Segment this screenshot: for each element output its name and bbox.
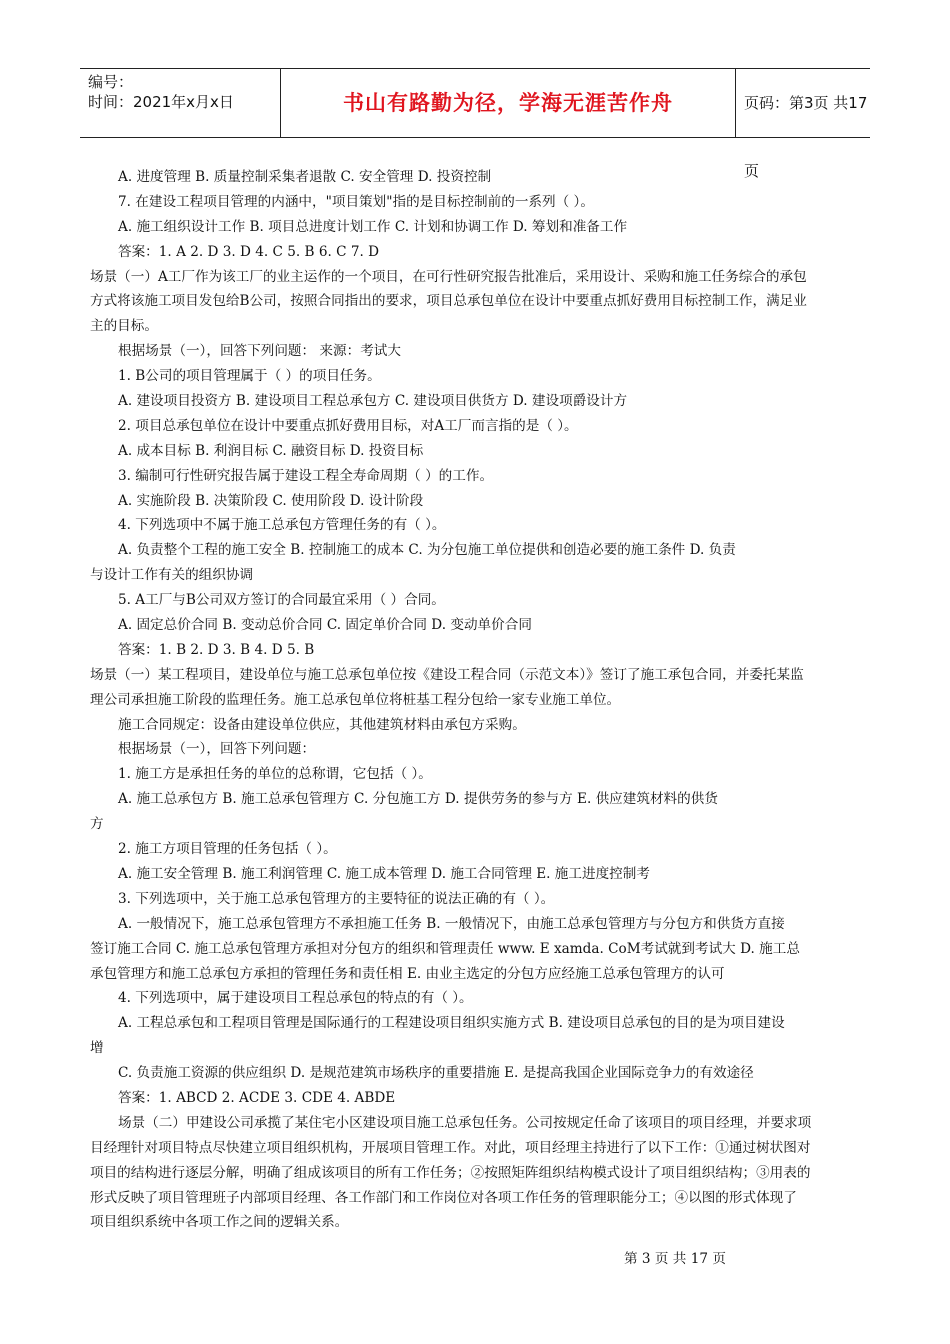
- text-line: 2. 项目总承包单位在设计中要重点抓好费用目标，对A工厂而言指的是（ ）。: [118, 417, 578, 434]
- header-page-cell: [736, 69, 878, 180]
- text-line: A. 施工总承包方 B. 施工总承包管理方 C. 分包施工方 D. 提供劳务的参与方 E. 供应建筑材料的供货: [118, 791, 718, 808]
- text-line: 根据场景（一），回答下列问题：: [118, 741, 316, 758]
- text-line: A. 一般情况下，施工总承包管理方不承担施工任务 B. 一般情况下，由施工总承包管理方与分包方和供货方直接: [118, 915, 785, 932]
- text-line: A. 固定总价合同 B. 变动总价合同 C. 固定单价合同 D. 变动单价合同: [118, 617, 532, 634]
- text-line: 4. 下列选项中，属于建设项目工程总承包的特点的有（ ）。: [118, 990, 473, 1007]
- text-line: 5. A工厂与B公司双方签订的合同最宜采用（ ）合同。: [118, 592, 445, 609]
- text-line: 场景（二）甲建设公司承揽了某住宅小区建设项目施工总承包任务。公司按规定任命了该项目的项目经理，并要求项: [118, 1114, 812, 1131]
- motto-text: 书山有路勤为径，学海无涯苦作舟: [343, 91, 673, 115]
- text-line: A. 工程总承包和工程项目管理是国际通行的工程建设项目组织实施方式 B. 建设项目总承包的目的是为项目建设: [118, 1015, 785, 1032]
- text-line: 理公司承担施工阶段的监理任务。施工总承包单位将桩基工程分包给一家专业施工单位。: [90, 691, 621, 708]
- text-line: 答案：1. ABCD 2. ACDE 3. CDE 4. ABDE: [118, 1089, 396, 1106]
- text-line: 与设计工作有关的组织协调: [90, 567, 254, 584]
- text-line: A. 成本目标 B. 利润目标 C. 融资目标 D. 投资目标: [118, 442, 424, 459]
- text-line: 场景（一）A工厂作为该工厂的业主运作的一个项目，在可行性研究报告批准后，采用设计、采购和施工任务综合的承包: [90, 268, 807, 285]
- text-line: 2. 施工方项目管理的任务包括（ ）。: [118, 841, 337, 858]
- text-line: C. 负责施工资源的供应组织 D. 是规范建筑市场秩序的重要措施 E. 是提高我国企业国际竞争力的有效途径: [118, 1065, 754, 1082]
- text-line: 1. B公司的项目管理属于（ ）的项目任务。: [118, 368, 381, 385]
- text-line: A. 施工安全管理 B. 施工利润管理 C. 施工成本管理 D. 施工合同管理 E. 施工进度控制考: [118, 865, 650, 882]
- text-line: 4. 下列选项中不属于施工总承包方管理任务的有（ ）。: [118, 517, 446, 534]
- text-line: 承包管理方和施工总承包方承担的管理任务和责任相 E. 由业主选定的分包方应经施工总承包管理方的认可: [90, 965, 725, 982]
- page-footer: 第 3 页 共 17 页: [624, 1251, 726, 1267]
- date-label: 时间：2021年x月x日: [88, 93, 234, 111]
- text-line: 7. 在建设工程项目管理的内涵中，"项目策划"指的是目标控制前的一系列（ ）。: [118, 193, 594, 210]
- text-line: 主的目标。: [90, 318, 158, 335]
- text-line: A. 建设项目投资方 B. 建设项目工程总承包方 C. 建设项目供货方 D. 建设项爵设计方: [118, 393, 628, 410]
- text-line: 增: [90, 1040, 104, 1057]
- text-line: 场景（一）某工程项目，建设单位与施工总承包单位按《建设工程合同（示范文本）》签订了施工承包合同，并委托某监: [90, 666, 804, 683]
- text-line: 目经理针对项目特点尽快建立项目组织机构，开展项目管理工作。对此，项目经理主持进行了以下工作：①通过树状图对: [90, 1139, 811, 1156]
- text-line: 签订施工合同 C. 施工总承包管理方承担对分包方的组织和管理责任 www. E xamda. CoM考试就到考试大 D. 施工总: [90, 940, 800, 957]
- text-line: 施工合同规定：设备由建设单位供应，其他建筑材料由承包方采购。: [118, 716, 526, 733]
- text-line: 方式将该施工项目发包给B公司，按照合同指出的要求，项目总承包单位在设计中要重点抓好费用目标控制工作，满足业: [90, 293, 807, 310]
- text-line: A. 施工组织设计工作 B. 项目总进度计划工作 C. 计划和协调工作 D. 筹划和准备工作: [118, 218, 628, 235]
- text-line: 答案：1. B 2. D 3. B 4. D 5. B: [118, 641, 315, 658]
- text-line: A. 进度管理 B. 质量控制采集者退散 C. 安全管理 D. 投资控制: [118, 169, 492, 185]
- text-line: 3. 编制可行性研究报告属于建设工程全寿命周期（ ）的工作。: [118, 467, 494, 484]
- page-number-label: 页码：第3页 共17页: [744, 94, 868, 180]
- text-line: 1. 施工方是承担任务的单位的总称谓，它包括（ ）。: [118, 766, 432, 783]
- text-line: 方: [90, 816, 104, 833]
- text-line: 形式反映了项目管理班子内部项目经理、各工作部门和工作岗位对各项工作任务的管理职能分工；④以图的形式体现了: [90, 1189, 797, 1206]
- document-body: [90, 165, 862, 1235]
- text-line: A. 实施阶段 B. 决策阶段 C. 使用阶段 D. 设计阶段: [118, 492, 424, 509]
- document-number-label: 编号：: [88, 73, 134, 91]
- text-line: 项目组织系统中各项工作之间的逻辑关系。: [90, 1214, 349, 1231]
- header-motto-cell: [281, 69, 736, 137]
- header-meta-cell: [80, 69, 281, 137]
- text-line: 3. 下列选项中，关于施工总承包管理方的主要特征的说法正确的有（ ）。: [118, 890, 555, 907]
- text-line: 项目的结构进行逐层分解，明确了组成该项目的所有工作任务；②按照矩阵组织结构模式设计了项目组织结构；③用表的: [90, 1164, 811, 1181]
- text-line: 根据场景（一），回答下列问题： 来源：考试大: [118, 343, 401, 360]
- text-line: A. 负责整个工程的施工安全 B. 控制施工的成本 C. 为分包施工单位提供和创造必要的施工条件 D. 负责: [118, 542, 736, 559]
- text-line: 答案：1. A 2. D 3. D 4. C 5. B 6. C 7. D: [118, 243, 380, 260]
